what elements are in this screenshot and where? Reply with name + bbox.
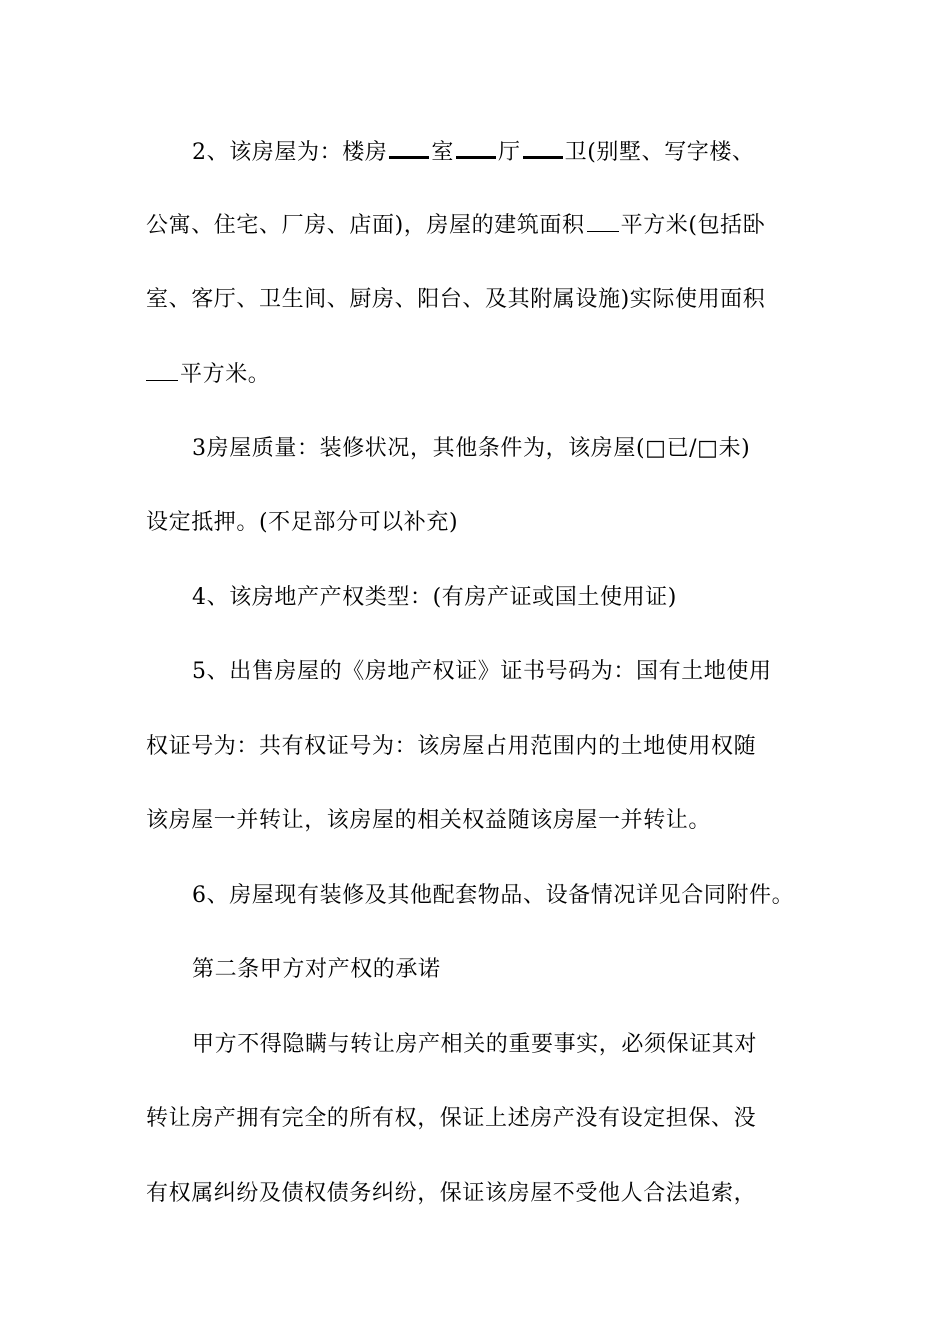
blank-underline bbox=[523, 138, 563, 159]
clause-6-line-1: 6、房屋现有装修及其他配套物品、设备情况详见合同附件。 bbox=[192, 883, 795, 908]
clause-3-line-2: 设定抵押。(不足部分可以补充) bbox=[146, 510, 459, 535]
text-segment: 2、该房屋为：楼房 bbox=[192, 140, 388, 165]
article-2-para-line-1: 甲方不得隐瞒与转让房产相关的重要事实，必须保证其对 bbox=[192, 1032, 758, 1057]
blank-underline bbox=[146, 362, 178, 381]
clause-2-line-2 bbox=[146, 211, 826, 241]
article-2-para-line-3: 有权属纠纷及债权债务纠纷，保证该房屋不受他人合法追索， bbox=[146, 1181, 757, 1206]
text-segment: 室 bbox=[431, 140, 455, 165]
text-segment: 卫(别墅、写字楼、 bbox=[564, 140, 755, 165]
blank-underline bbox=[389, 138, 429, 159]
clause-5-line-3: 该房屋一并转让，该房屋的相关权益随该房屋一并转让。 bbox=[146, 808, 712, 833]
clause-3-line-1: 3房屋质量：装修状况，其他条件为，该房屋(□已/□未) bbox=[192, 436, 751, 461]
text-segment: 厅 bbox=[498, 140, 521, 165]
article-2-heading: 第二条甲方对产权的承诺 bbox=[192, 957, 441, 982]
article-2-para-line-2: 转让房产拥有完全的所有权，保证上述房产没有设定担保、没 bbox=[146, 1106, 757, 1131]
text-segment: 公寓、住宅、厂房、店面)，房屋的建筑面积 bbox=[146, 213, 585, 238]
clause-4-line-1: 4、该房地产产权类型：(有房产证或国土使用证) bbox=[192, 585, 677, 610]
clause-2-line-1 bbox=[192, 138, 872, 168]
clause-5-line-1: 5、出售房屋的《房地产权证》证书号码为：国有土地使用 bbox=[192, 659, 772, 684]
blank-underline bbox=[587, 213, 619, 232]
text-segment: 平方米(包括卧 bbox=[620, 213, 766, 238]
clause-2-line-3: 室、客厅、卫生间、厨房、阳台、及其附属设施)实际使用面积 bbox=[146, 287, 766, 312]
clause-2-line-4 bbox=[146, 360, 826, 390]
blank-underline bbox=[456, 138, 496, 159]
text-segment: 平方米。 bbox=[180, 362, 271, 387]
clause-5-line-2: 权证号为：共有权证号为：该房屋占用范围内的土地使用权随 bbox=[146, 734, 757, 759]
